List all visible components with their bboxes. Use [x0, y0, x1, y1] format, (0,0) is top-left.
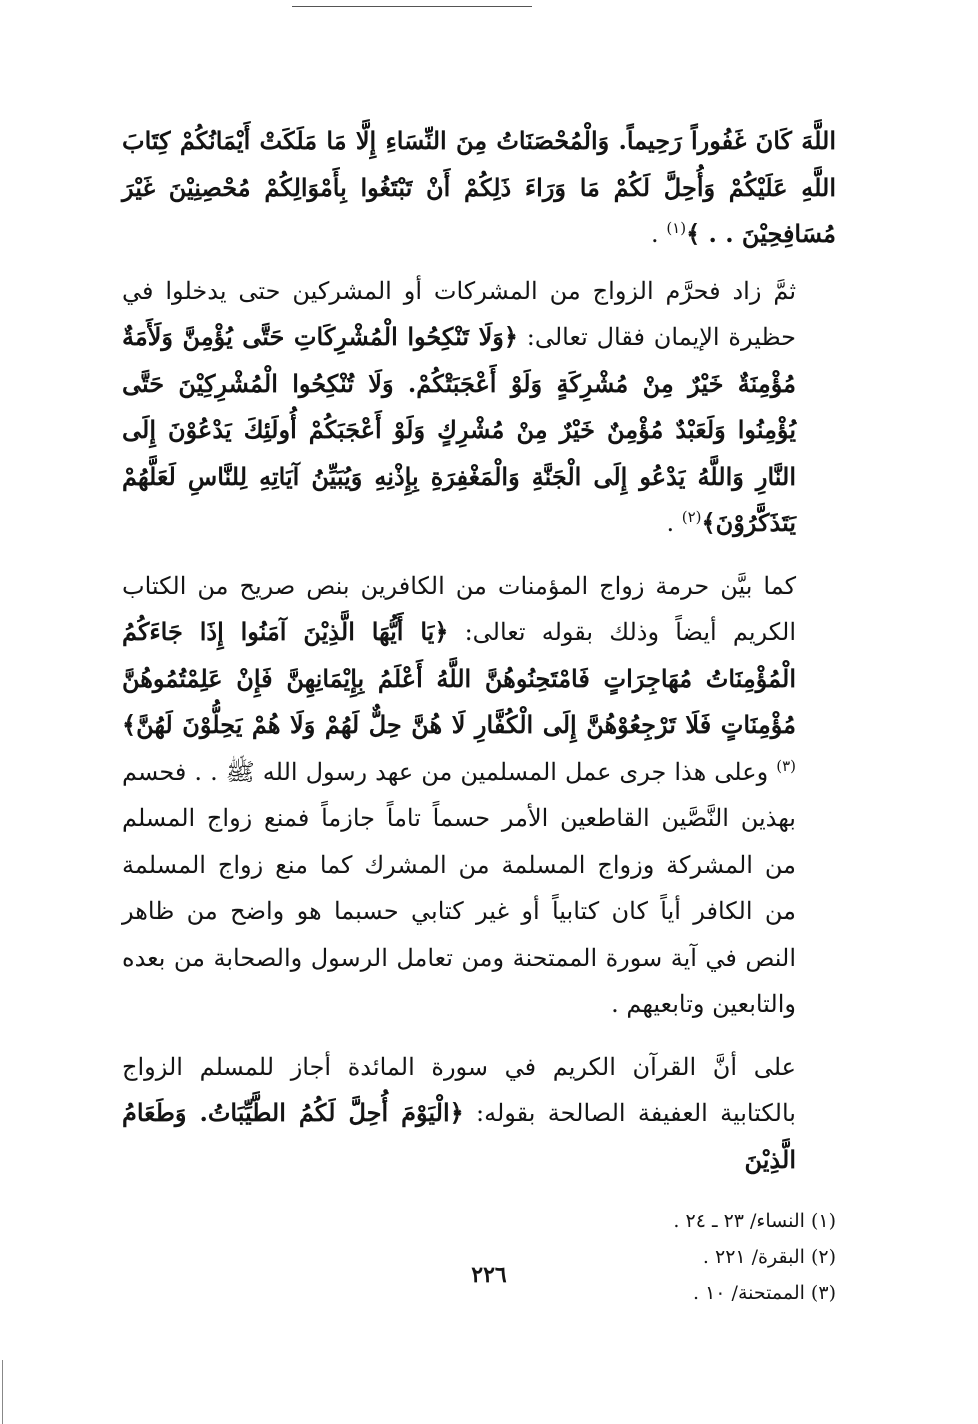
footnote-3: (٣) الممتحنة/ ١٠ .	[692, 1282, 836, 1304]
text-segment: .	[666, 509, 682, 537]
text-segment: وعلى هذا جرى عمل المسلمين من عهد رسول الله ﷺ . . فحسم بهذين النَّصَّين القاطعين الأمر حسماً تاماً جازماً فمنع زواج المسلم من المشركة وزواج المسلمة من المشرك كما منع زواج المسلمة من الكافر أياً كان كتابياً أو غير كتابي حسبما هو واضح من ظاهر النص في آية سورة الممتحنة ومن تعامل الرسول والصحابة من بعده والتابعين وتابعيهم .	[122, 757, 796, 1018]
footnote-ref: (١)	[666, 219, 687, 237]
paragraph-4	[122, 1044, 836, 1184]
page-edge-line	[2, 1360, 3, 1424]
top-rule	[292, 6, 532, 7]
paragraph-1	[122, 118, 836, 258]
paragraph-2	[122, 268, 836, 547]
paragraph-3	[122, 563, 836, 1028]
quran-verse: ﴿يَا أَيُّهَا الَّذِيْنَ آمَنُوا إِذَا جَاءَكُمُ الْمُؤْمِنَاتُ مُهَاجِرَاتٍ فَامْتَحِنُوهُنَّ اللَّهُ أَعْلَمُ بِإِيْمَانِهِنَّ فَإِنْ عَلِمْتُمُوهُنَّ مُؤْمِنَاتٍ فَلَا تَرْجِعُوْهُنَّ إِلَى الْكُفَّارِ لَا هُنَّ حِلٌّ لَهُمْ وَلَا هُمْ يَحِلُّوْنَ لَهُنَّ﴾	[122, 617, 796, 739]
quran-verse: اللَّهَ كَانَ غَفُوراً رَحِيماً. وَالْمُحْصَنَاتُ مِنَ النِّسَاءِ إِلَّا مَا مَلَكَتْ أَيْمَانُكُمْ كِتَابَ اللَّهِ عَلَيْكُمْ وَأُحِلَّ لَكُمْ مَا وَرَاءَ ذَلِكُمْ أَنْ تَبْتَغُوا بِأَمْوَالِكُمْ مُحْصِنِيْنَ غَيْرَ مُسَافِحِيْنَ . . ﴾	[122, 126, 836, 248]
text-segment: ثمَّ زاد فحرَّم الزواج من المشركات أو المشركين حتى يدخلوا في حظيرة الإيمان فقال تعالى:	[122, 276, 797, 351]
quran-verse: ﴿الْيَوْمَ أُحِلَّ لَكُمُ الطَّيِّبَاتُ. وَطَعَامُ الَّذِيْنَ	[122, 1098, 796, 1174]
footnote-2: (٢) البقرة/ ٢٢١ .	[702, 1246, 836, 1268]
footnotes	[122, 1199, 836, 1311]
footnote-ref: (٣)	[776, 756, 796, 775]
footnote-1: (١) النساء/ ٢٣ ـ ٢٤ .	[673, 1210, 836, 1232]
text-segment: .	[651, 220, 667, 248]
text-segment: على أنَّ القرآن الكريم في سورة المائدة أجاز للمسلم الزواج بالكتابية العفيفة الصالحة بقوله:	[122, 1052, 796, 1127]
page-number: ٢٢٦	[471, 1262, 507, 1288]
text-segment: كما بيَّن حرمة زواج المؤمنات من الكافرين بنص صريح من الكتاب الكريم أيضاً وذلك بقوله تعالى:	[122, 571, 796, 646]
footnote-ref: (٢)	[681, 508, 702, 526]
quran-verse: ﴿وَلَا تَنْكِحُوا الْمُشْرِكَاتِ حَتَّى يُؤْمِنَّ وَلَأَمَةٌ مُؤْمِنَةٌ خَيْرٌ مِنْ مُشْرِكَةٍ وَلَوْ أَعْجَبَتْكُمْ. وَلَا تُنْكِحُوا الْمُشْرِكِيْنَ حَتَّى يُؤْمِنُوا وَلَعَبْدٌ مُؤْمِنٌ خَيْرٌ مِنْ مُشْرِكٍ وَلَوْ أَعْجَبَكُمْ أُولَئِكَ يَدْعُوْنَ إِلَى النَّارِ وَاللَّهُ يَدْعُو إِلَى الْجَنَّةِ وَالْمَغْفِرَةِ بِإِذْنِهِ وَيُبَيِّنُ آيَاتِهِ لِلنَّاسِ لَعَلَّهُمْ يَتَذَكَّرُوْنَ﴾	[122, 322, 796, 537]
page-body	[122, 118, 836, 1311]
